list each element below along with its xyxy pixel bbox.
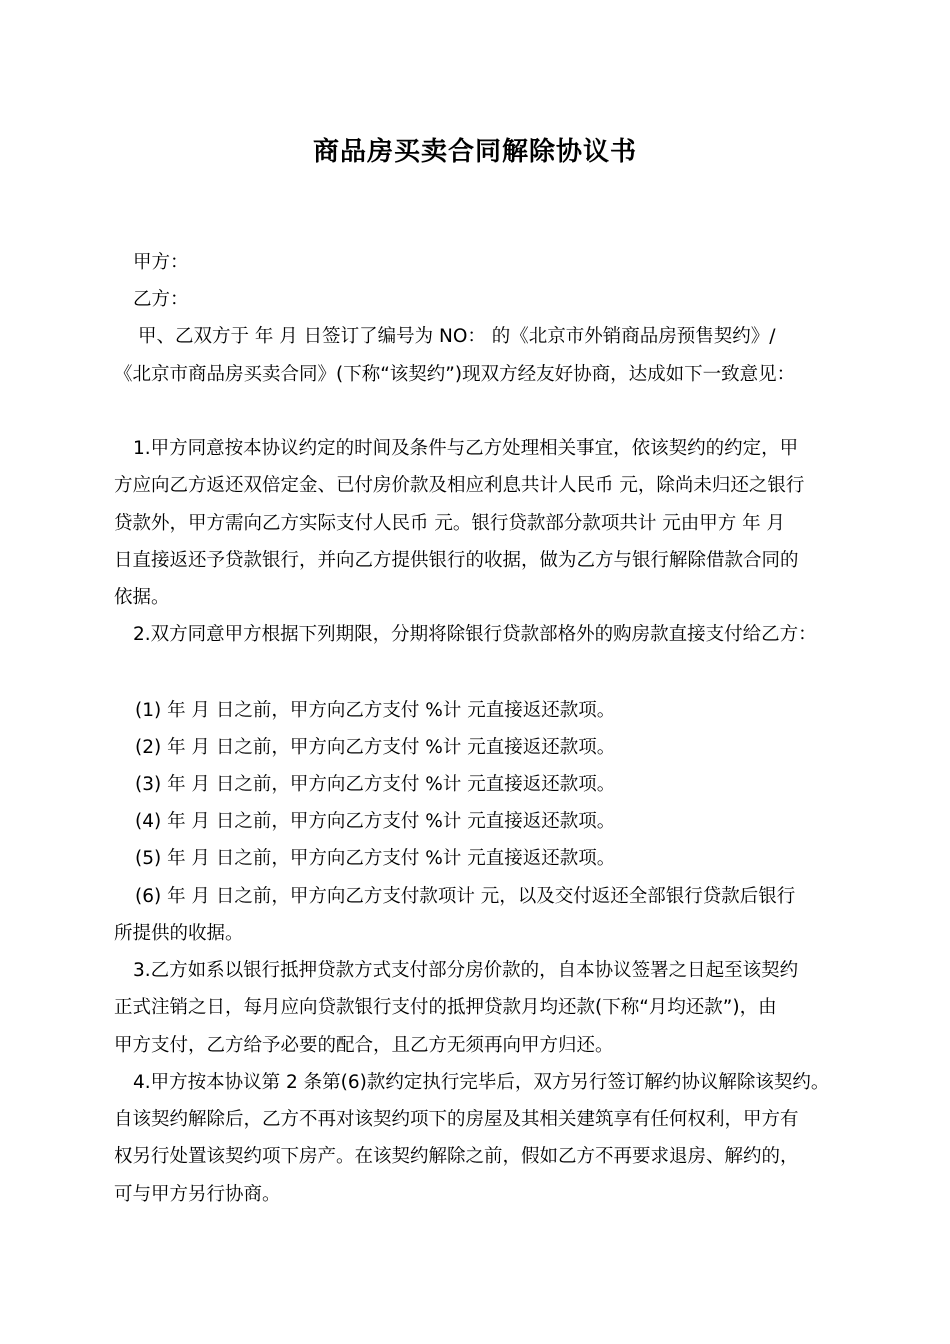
clause-3-line-2: 正式注销之日，每月应向贷款银行支付的抵押贷款月均还款(下称“月均还款”)，由 — [114, 997, 777, 1018]
party-b-line: 乙方： — [133, 289, 189, 310]
document-title: 商品房买卖合同解除协议书 — [312, 137, 637, 167]
clause-1-line-2: 方应向乙方返还双倍定金、已付房价款及相应利息共计人民币 元，除尚未归还之银行 — [114, 475, 805, 496]
installment-3: (3) 年 月 日之前，甲方向乙方支付 %计 元直接返还款项。 — [135, 774, 616, 795]
installment-6-line-1: (6) 年 月 日之前，甲方向乙方支付款项计 元，以及交付返还全部银行贷款后银行 — [135, 886, 796, 907]
preamble-line-1: 甲、乙双方于 年 月 日签订了编号为 NO： 的《北京市外销商品房预售契约》/ — [138, 326, 776, 347]
clause-4-line-3: 权另行处置该契约项下房产。在该契约解除之前，假如乙方不再要求退房、解约的， — [114, 1146, 799, 1167]
clause-1-line-4: 日直接返还予贷款银行，并向乙方提供银行的收据，做为乙方与银行解除借款合同的 — [114, 550, 799, 571]
installment-6-line-2: 所提供的收据。 — [114, 923, 244, 944]
preamble-line-2: 《北京市商品房买卖合同》(下称“该契约”)现双方经友好协商，达成如下一致意见： — [114, 364, 796, 385]
party-a-line: 甲方： — [133, 252, 189, 273]
clause-2-line-1: 2.双方同意甲方根据下列期限，分期将除银行贷款部格外的购房款直接支付给乙方： — [133, 624, 817, 645]
installment-4: (4) 年 月 日之前，甲方向乙方支付 %计 元直接返还款项。 — [135, 811, 616, 832]
clause-4-line-4: 可与甲方另行协商。 — [114, 1184, 281, 1205]
clause-4-line-1: 4.甲方按本协议第 2 条第(6)款约定执行完毕后，双方另行签订解约协议解除该契约。 — [133, 1072, 830, 1093]
installment-1: (1) 年 月 日之前，甲方向乙方支付 %计 元直接返还款项。 — [135, 700, 616, 721]
clause-1-line-1: 1.甲方同意按本协议约定的时间及条件与乙方处理相关事宜，依该契约的约定，甲 — [133, 438, 799, 459]
clause-1-line-5: 依据。 — [114, 587, 170, 608]
clause-1-line-3: 贷款外，甲方需向乙方实际支付人民币 元。银行贷款部分款项共计 元由甲方 年 月 — [114, 513, 786, 534]
installment-5: (5) 年 月 日之前，甲方向乙方支付 %计 元直接返还款项。 — [135, 848, 616, 869]
clause-4-line-2: 自该契约解除后，乙方不再对该契约项下的房屋及其相关建筑享有任何权利，甲方有 — [114, 1109, 799, 1130]
clause-3-line-1: 3.乙方如系以银行抵押贷款方式支付部分房价款的，自本协议签署之日起至该契约 — [133, 960, 799, 981]
clause-3-line-3: 甲方支付，乙方给予必要的配合，且乙方无须再向甲方归还。 — [114, 1035, 614, 1056]
installment-2: (2) 年 月 日之前，甲方向乙方支付 %计 元直接返还款项。 — [135, 737, 616, 758]
